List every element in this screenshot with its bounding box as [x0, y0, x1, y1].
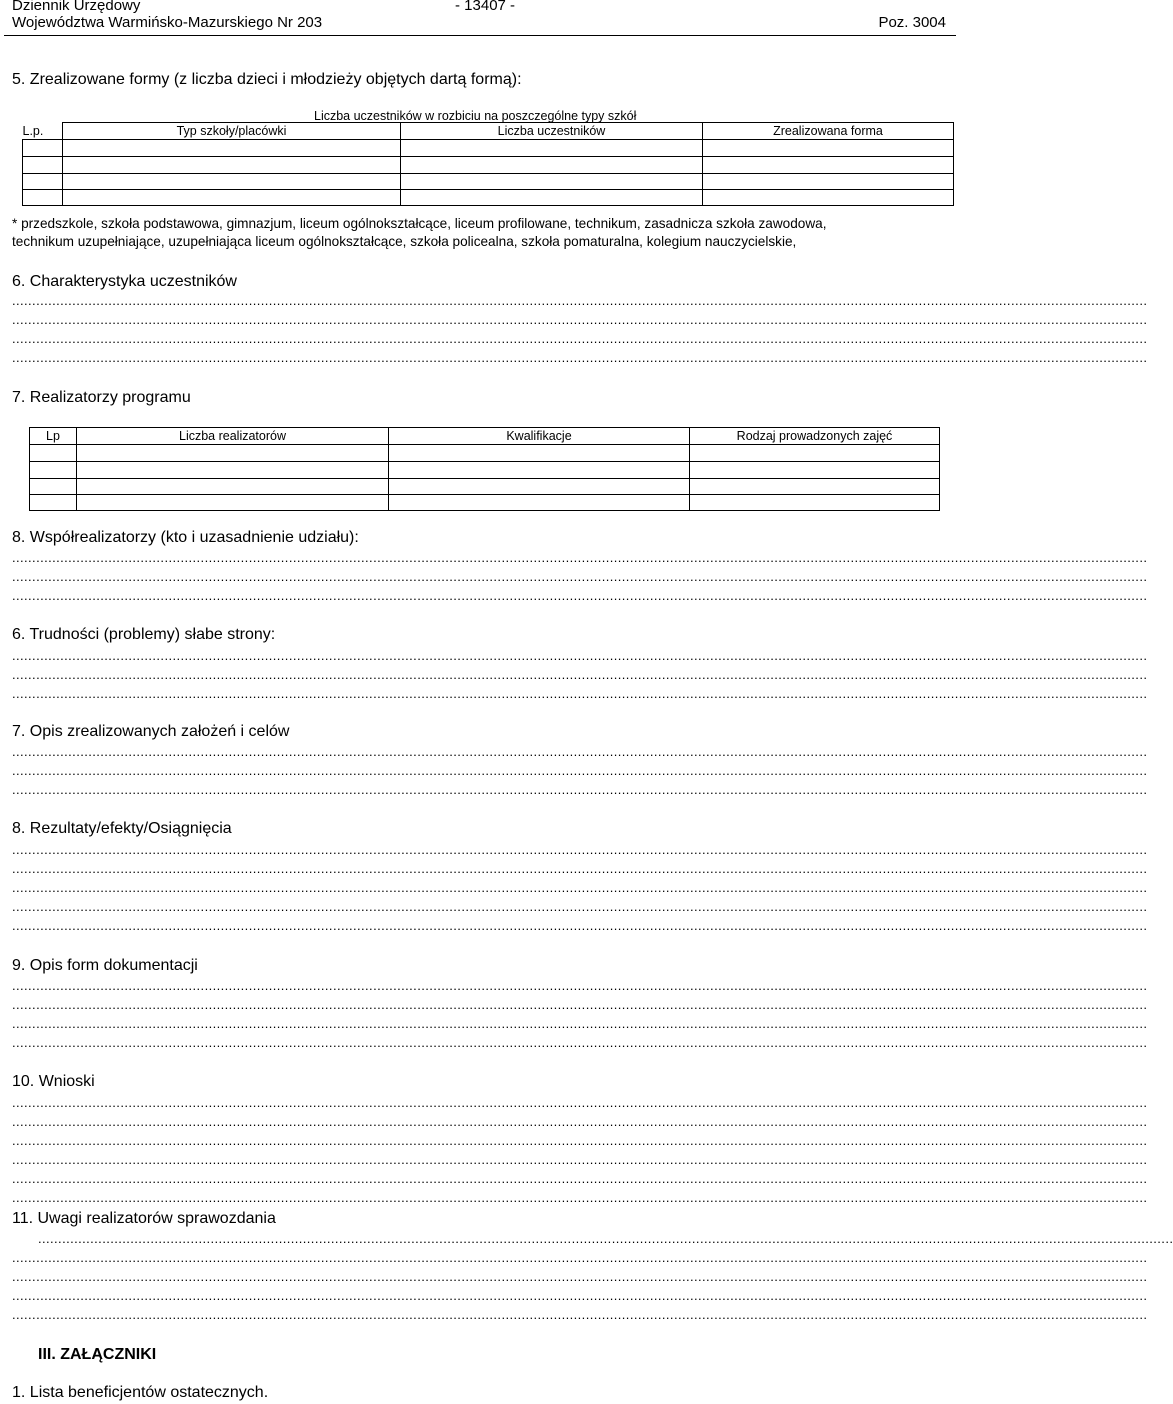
journal-title: Dziennik Urzędowy — [12, 0, 141, 14]
table-row — [23, 174, 954, 190]
col-lp: L.p. — [23, 123, 63, 140]
col-school-type: Typ szkoły/placówki — [63, 123, 401, 140]
footnote-line-2: technikum uzupełniające, uzupełniająca liceum ogólnokształcące, szkoła policealna, szkoła pomaturalna, kolegium nauczycielskie, — [12, 234, 797, 249]
col-activity-type: Rodzaj prowadzonych zajęć — [690, 428, 940, 445]
fill-line: ........................................................................................................................................................................................................................................................................................... — [12, 350, 1148, 365]
fill-line: ........................................................................................................................................................................................................................................................................................... — [12, 1114, 1148, 1129]
fill-line: ........................................................................................................................................................................................................................................................................................... — [12, 1190, 1148, 1205]
fill-line: ........................................................................................................................................................................................................................................................................................... — [12, 1133, 1148, 1148]
page-number: - 13407 - — [455, 0, 516, 14]
fill-line: ........................................................................................................................................................................................................................................................................................... — [12, 1269, 1148, 1284]
fill-line: ........................................................................................................................................................................................................................................................................................... — [12, 1016, 1148, 1031]
fill-line: ........................................................................................................................................................................................................................................................................................... — [12, 686, 1148, 701]
fill-line: ........................................................................................................................................................................................................................................................................................... — [12, 978, 1148, 993]
journal-region: Województwa Warmińsko-Mazurskiego Nr 203 — [12, 14, 323, 31]
fill-line: ........................................................................................................................................................................................................................................................................................... — [12, 744, 1148, 759]
fill-line: ........................................................................................................................................................................................................................................................................................... — [12, 918, 1148, 933]
fill-line: ........................................................................................................................................................................................................................................................................................... — [12, 1095, 1148, 1110]
section-6-title: 6. Charakterystyka uczestników — [12, 273, 237, 290]
fill-line: ........................................................................................................................................................................................................................................................................................... — [12, 293, 1148, 308]
table-row — [23, 157, 954, 174]
footnote-line-1: * przedszkole, szkoła podstawowa, gimnazjum, liceum ogólnokształcące, liceum profilowane, technikum, zasadnicza szkoła zawodowa, — [12, 216, 827, 231]
participants-table — [22, 122, 954, 206]
section-8b-title: 8. Rezultaty/efekty/Osiągnięcia — [12, 820, 232, 837]
fill-line: ........................................................................................................................................................................................................................................................................................... — [12, 1171, 1148, 1186]
col-form: Zrealizowana forma — [703, 123, 954, 140]
participants-table-header — [23, 123, 954, 140]
section-10-title: 10. Wnioski — [12, 1073, 95, 1090]
fill-line: ........................................................................................................................................................................................................................................................................................... — [12, 1035, 1148, 1050]
participants-table-caption: Liczba uczestników w rozbiciu na poszczególne typy szkół — [314, 109, 637, 123]
table-row — [30, 462, 940, 479]
section-6b-title: 6. Trudności (problemy) słabe strony: — [12, 626, 276, 643]
fill-line: ........................................................................................................................................................................................................................................................................................... — [12, 1250, 1148, 1265]
fill-line: ........................................................................................................................................................................................................................................................................................... — [12, 899, 1148, 914]
fill-line: ........................................................................................................................................................................................................................................................................................... — [12, 312, 1148, 327]
table-row — [30, 445, 940, 462]
col-implementers-count: Liczba realizatorów — [77, 428, 389, 445]
fill-line: ........................................................................................................................................................................................................................................................................................... — [12, 782, 1148, 797]
table-row — [30, 479, 940, 495]
fill-line: ........................................................................................................................................................................................................................................................................................... — [12, 880, 1148, 895]
fill-line: ........................................................................................................................................................................................................................................................................................... — [12, 331, 1148, 346]
fill-line: ........................................................................................................................................................................................................................................................................................... — [12, 1152, 1148, 1167]
fill-line: ........................................................................................................................................................................................................................................................................................... — [12, 1307, 1148, 1322]
position-number: Poz. 3004 — [878, 14, 946, 31]
fill-line: ........................................................................................................................................................................................................................................................................................... — [12, 648, 1148, 663]
section-7-title: 7. Realizatorzy programu — [12, 389, 191, 406]
col-qualifications: Kwalifikacje — [389, 428, 690, 445]
header-rule — [4, 35, 956, 36]
section-7b-title: 7. Opis zrealizowanych założeń i celów — [12, 723, 290, 740]
attachment-item-1: 1. Lista beneficjentów ostatecznych. — [12, 1384, 269, 1401]
table-row — [23, 190, 954, 206]
fill-line: ........................................................................................................................................................................................................................................................................................... — [12, 1288, 1148, 1303]
section-11-title: 11. Uwagi realizatorów sprawozdania — [12, 1210, 276, 1227]
fill-line: ........................................................................................................................................................................................................................................................................................... — [12, 588, 1148, 603]
attachments-title: III. ZAŁĄCZNIKI — [38, 1346, 157, 1363]
fill-line: ........................................................................................................................................................................................................................................................................................... — [12, 550, 1148, 565]
fill-line: ........................................................................................................................................................................................................................................................................................... — [12, 861, 1148, 876]
fill-line: ........................................................................................................................................................................................................................................................................................... — [12, 997, 1148, 1012]
section-9-title: 9. Opis form dokumentacji — [12, 957, 198, 974]
table-row — [23, 140, 954, 157]
table-row — [30, 495, 940, 511]
fill-line: ........................................................................................................................................................................................................................................................................................... — [12, 569, 1148, 584]
fill-line: ........................................................................................................................................................................................................................................................................................... — [12, 667, 1148, 682]
col-participants-count: Liczba uczestników — [401, 123, 703, 140]
fill-line: ........................................................................................................................................................................................................................................................................................... — [12, 842, 1148, 857]
section-8-title: 8. Współrealizatorzy (kto i uzasadnienie udziału): — [12, 529, 359, 546]
fill-line: ........................................................................................................................................................................................................................................................................................... — [38, 1231, 1173, 1246]
col-lp: Lp — [30, 428, 77, 445]
implementers-table — [29, 427, 940, 511]
section-5-title: 5. Zrealizowane formy (z liczba dzieci i młodzieży objętych dartą formą): — [12, 71, 522, 88]
fill-line: ........................................................................................................................................................................................................................................................................................... — [12, 763, 1148, 778]
implementers-table-header — [30, 428, 940, 445]
